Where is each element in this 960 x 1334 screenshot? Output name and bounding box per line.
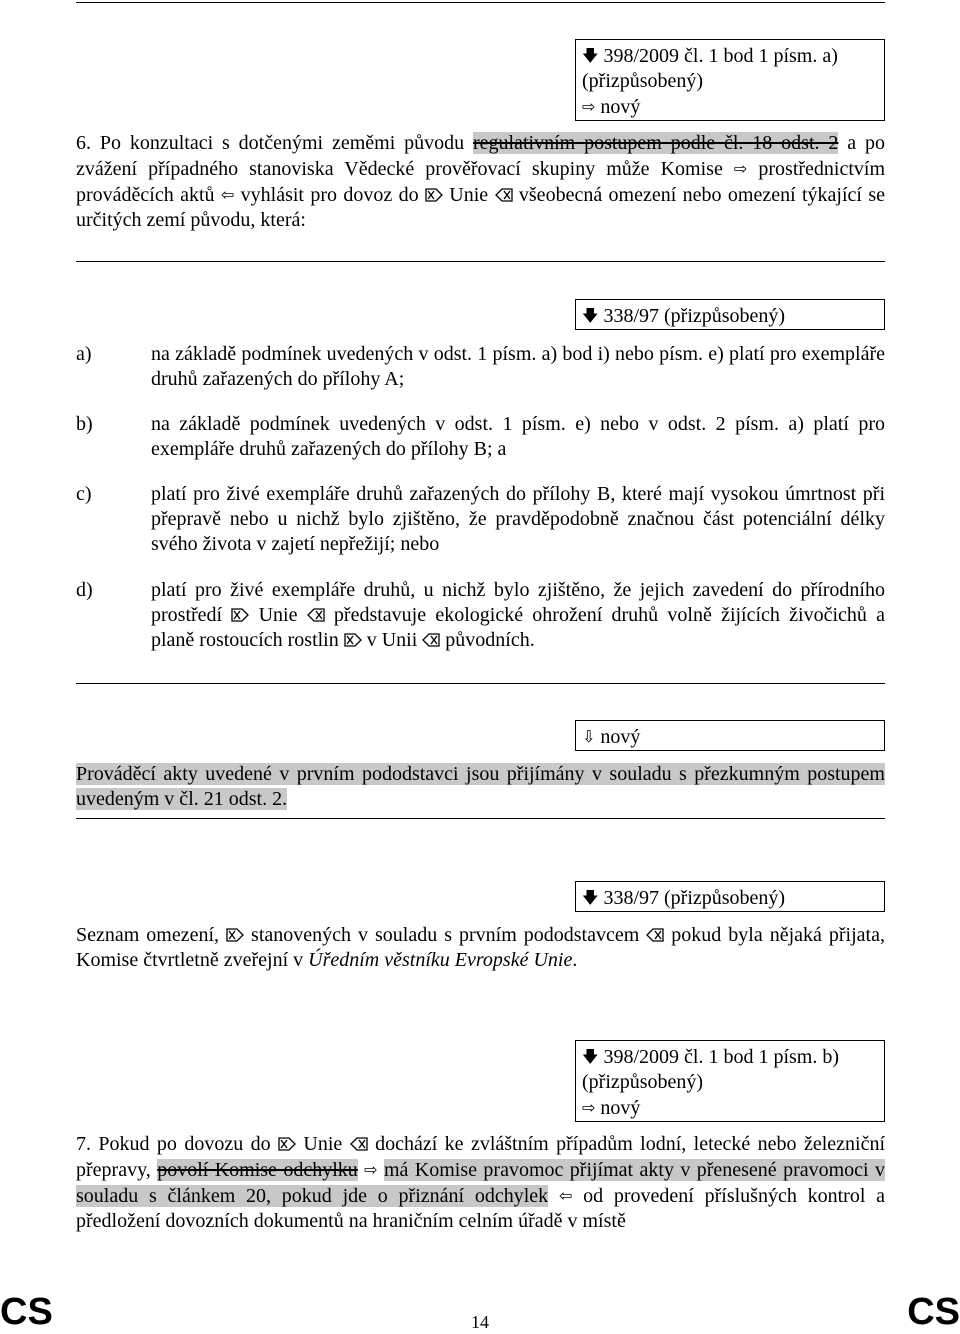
hollow-right-arrow-icon: ⇨: [733, 159, 748, 178]
para7-new-text: má Komise pravomoc přijímat akty v přenesené pravomoci v souladu s článkem 20, pokud jde o přiznání odchylek: [76, 1159, 886, 1207]
item-text: platí pro živé exempláře druhů zařazených do přílohy B, které mají vysokou úmrtnost při přepravě nebo u nichž bylo zjištěno, že pravděpodobně značnou část potenciální délky svého života v zajetí nepřežijí; nebo: [151, 483, 885, 555]
source-tag-398-2009-a: [575, 39, 885, 121]
hollow-right-arrow-icon: ⇨: [364, 1160, 378, 1179]
para6-text-4: všeobecná omezení nebo omezení týkající se určitých zemí původu, která:: [76, 184, 885, 231]
delete-start-icon: [231, 608, 249, 622]
tag-ref: 338/97 (přizpůsobený): [603, 887, 786, 909]
paragraph-implementing-acts: [76, 762, 885, 812]
source-tag-new: [575, 720, 885, 751]
item-d-text-2: představuje ekologické ohrožení druhů volně žijících živočichů a planě rostoucích rostlin: [151, 604, 886, 651]
item-label: d): [76, 579, 93, 601]
bold-down-arrow-icon: 🡇: [582, 46, 599, 65]
separator: [76, 818, 885, 819]
para6-new-text: prostřednictvím prováděcích aktů: [76, 158, 886, 206]
source-tag-398-2009-b: [575, 1040, 885, 1122]
delete-end-icon: [646, 928, 664, 942]
item-label: a): [76, 343, 92, 365]
delete-start-icon: [425, 188, 443, 202]
separator: [76, 261, 885, 262]
source-tag-338-97: [575, 299, 885, 330]
item-d-unie: Unie: [258, 604, 298, 626]
para6-text-2: a po zvážení případného stanoviska Vědecké prověřovací skupiny může Komise: [76, 132, 885, 180]
paragraph-6: [76, 131, 885, 233]
paragraph-list-of-restrictions: [76, 923, 885, 973]
item-d-v-unii: v Unii: [366, 629, 418, 651]
page-number: 14: [471, 1312, 489, 1332]
hollow-left-arrow-icon: ⇦: [558, 1186, 573, 1205]
tag-adapted: (přizpůsobený): [582, 70, 704, 92]
item-label: c): [76, 483, 92, 505]
para6-text-3: vyhlásit pro dovoz do: [234, 184, 425, 206]
list-text-2: pokud byla nějaká přijata, Komise čtvrtletně zveřejní v: [76, 924, 885, 971]
tag-new: nový: [600, 96, 641, 118]
item-d-text-3: původních.: [440, 629, 535, 651]
para7-text-1: 7. Pokud po dovozu do: [76, 1133, 278, 1155]
separator-top: [76, 2, 885, 3]
para6-text-1: 6. Po konzultaci s dotčenými zeměmi původu: [76, 132, 473, 154]
delete-start-icon: [344, 633, 362, 647]
delete-end-icon: [350, 1137, 368, 1151]
footer-language-right: CS: [907, 1291, 960, 1333]
implementing-acts-text: Prováděcí akty uvedené v prvním pododstavci jsou přijímány v souladu s přezkumným postupem uvedeným v čl. 21 odst. 2.: [76, 763, 885, 810]
delete-end-icon: [307, 608, 325, 622]
paragraph-7: [76, 1132, 885, 1234]
para7-unie: Unie: [303, 1133, 343, 1155]
tag-ref: 338/97 (přizpůsobený): [603, 305, 786, 327]
tag-new: nový: [600, 726, 641, 748]
source-tag-338-97: [575, 881, 885, 912]
delete-end-icon: [495, 188, 513, 202]
list-text-3: .: [572, 949, 578, 971]
delete-start-icon: [278, 1137, 296, 1151]
tag-adapted: (přizpůsobený): [582, 1071, 704, 1093]
official-journal-title: Úředním věstníku Evropské Unie: [308, 949, 573, 971]
bold-down-arrow-icon: 🡇: [582, 888, 599, 907]
tag-ref: 398/2009 čl. 1 bod 1 písm. a): [603, 45, 838, 67]
hollow-down-arrow-icon: ⇩: [582, 727, 596, 746]
list-deleted-text: stanovených v souladu s prvním pododstavcem: [251, 924, 640, 946]
para7-text-2: dochází ke zvláštním případům lodní, letecké nebo železniční přepravy,: [76, 1133, 886, 1181]
item-text: na základě podmínek uvedených v odst. 1 písm. a) bod i) nebo písm. e) platí pro exempláře druhů zařazených do přílohy A;: [151, 343, 885, 390]
para7-text-4: od provedení příslušných kontrol a předložení dovozních dokumentů na hraničním celním úřadě v místě: [76, 1185, 886, 1232]
delete-end-icon: [422, 633, 440, 647]
bold-down-arrow-icon: 🡇: [582, 306, 599, 325]
tag-ref: 398/2009 čl. 1 bod 1 písm. b): [603, 1046, 839, 1068]
item-text: na základě podmínek uvedených v odst. 1 písm. e) nebo v odst. 2 písm. a) platí pro exempláře druhů zařazených do přílohy B; a: [151, 413, 885, 460]
delete-start-icon: [226, 928, 244, 942]
item-text: [151, 578, 885, 653]
hollow-right-arrow-icon: ⇨: [582, 1098, 596, 1117]
hollow-right-arrow-icon: ⇨: [582, 97, 596, 116]
para6-deleted-text: regulativním postupem podle čl. 18 odst. 2: [473, 132, 839, 154]
item-label: b): [76, 413, 93, 435]
list-text-1: Seznam omezení,: [76, 924, 227, 946]
separator: [76, 683, 885, 684]
para6-unie: Unie: [449, 184, 489, 206]
para7-deleted-text: povolí Komise odchylku: [157, 1159, 358, 1181]
hollow-left-arrow-icon: ⇦: [220, 185, 235, 204]
tag-new: nový: [600, 1097, 641, 1119]
bold-down-arrow-icon: 🡇: [582, 1047, 599, 1066]
footer-language-left: CS: [0, 1291, 53, 1333]
item-d-text-1: platí pro živé exempláře druhů, u nichž bylo zjištěno, že jejich zavedení do přírodního prostředí: [151, 579, 885, 626]
